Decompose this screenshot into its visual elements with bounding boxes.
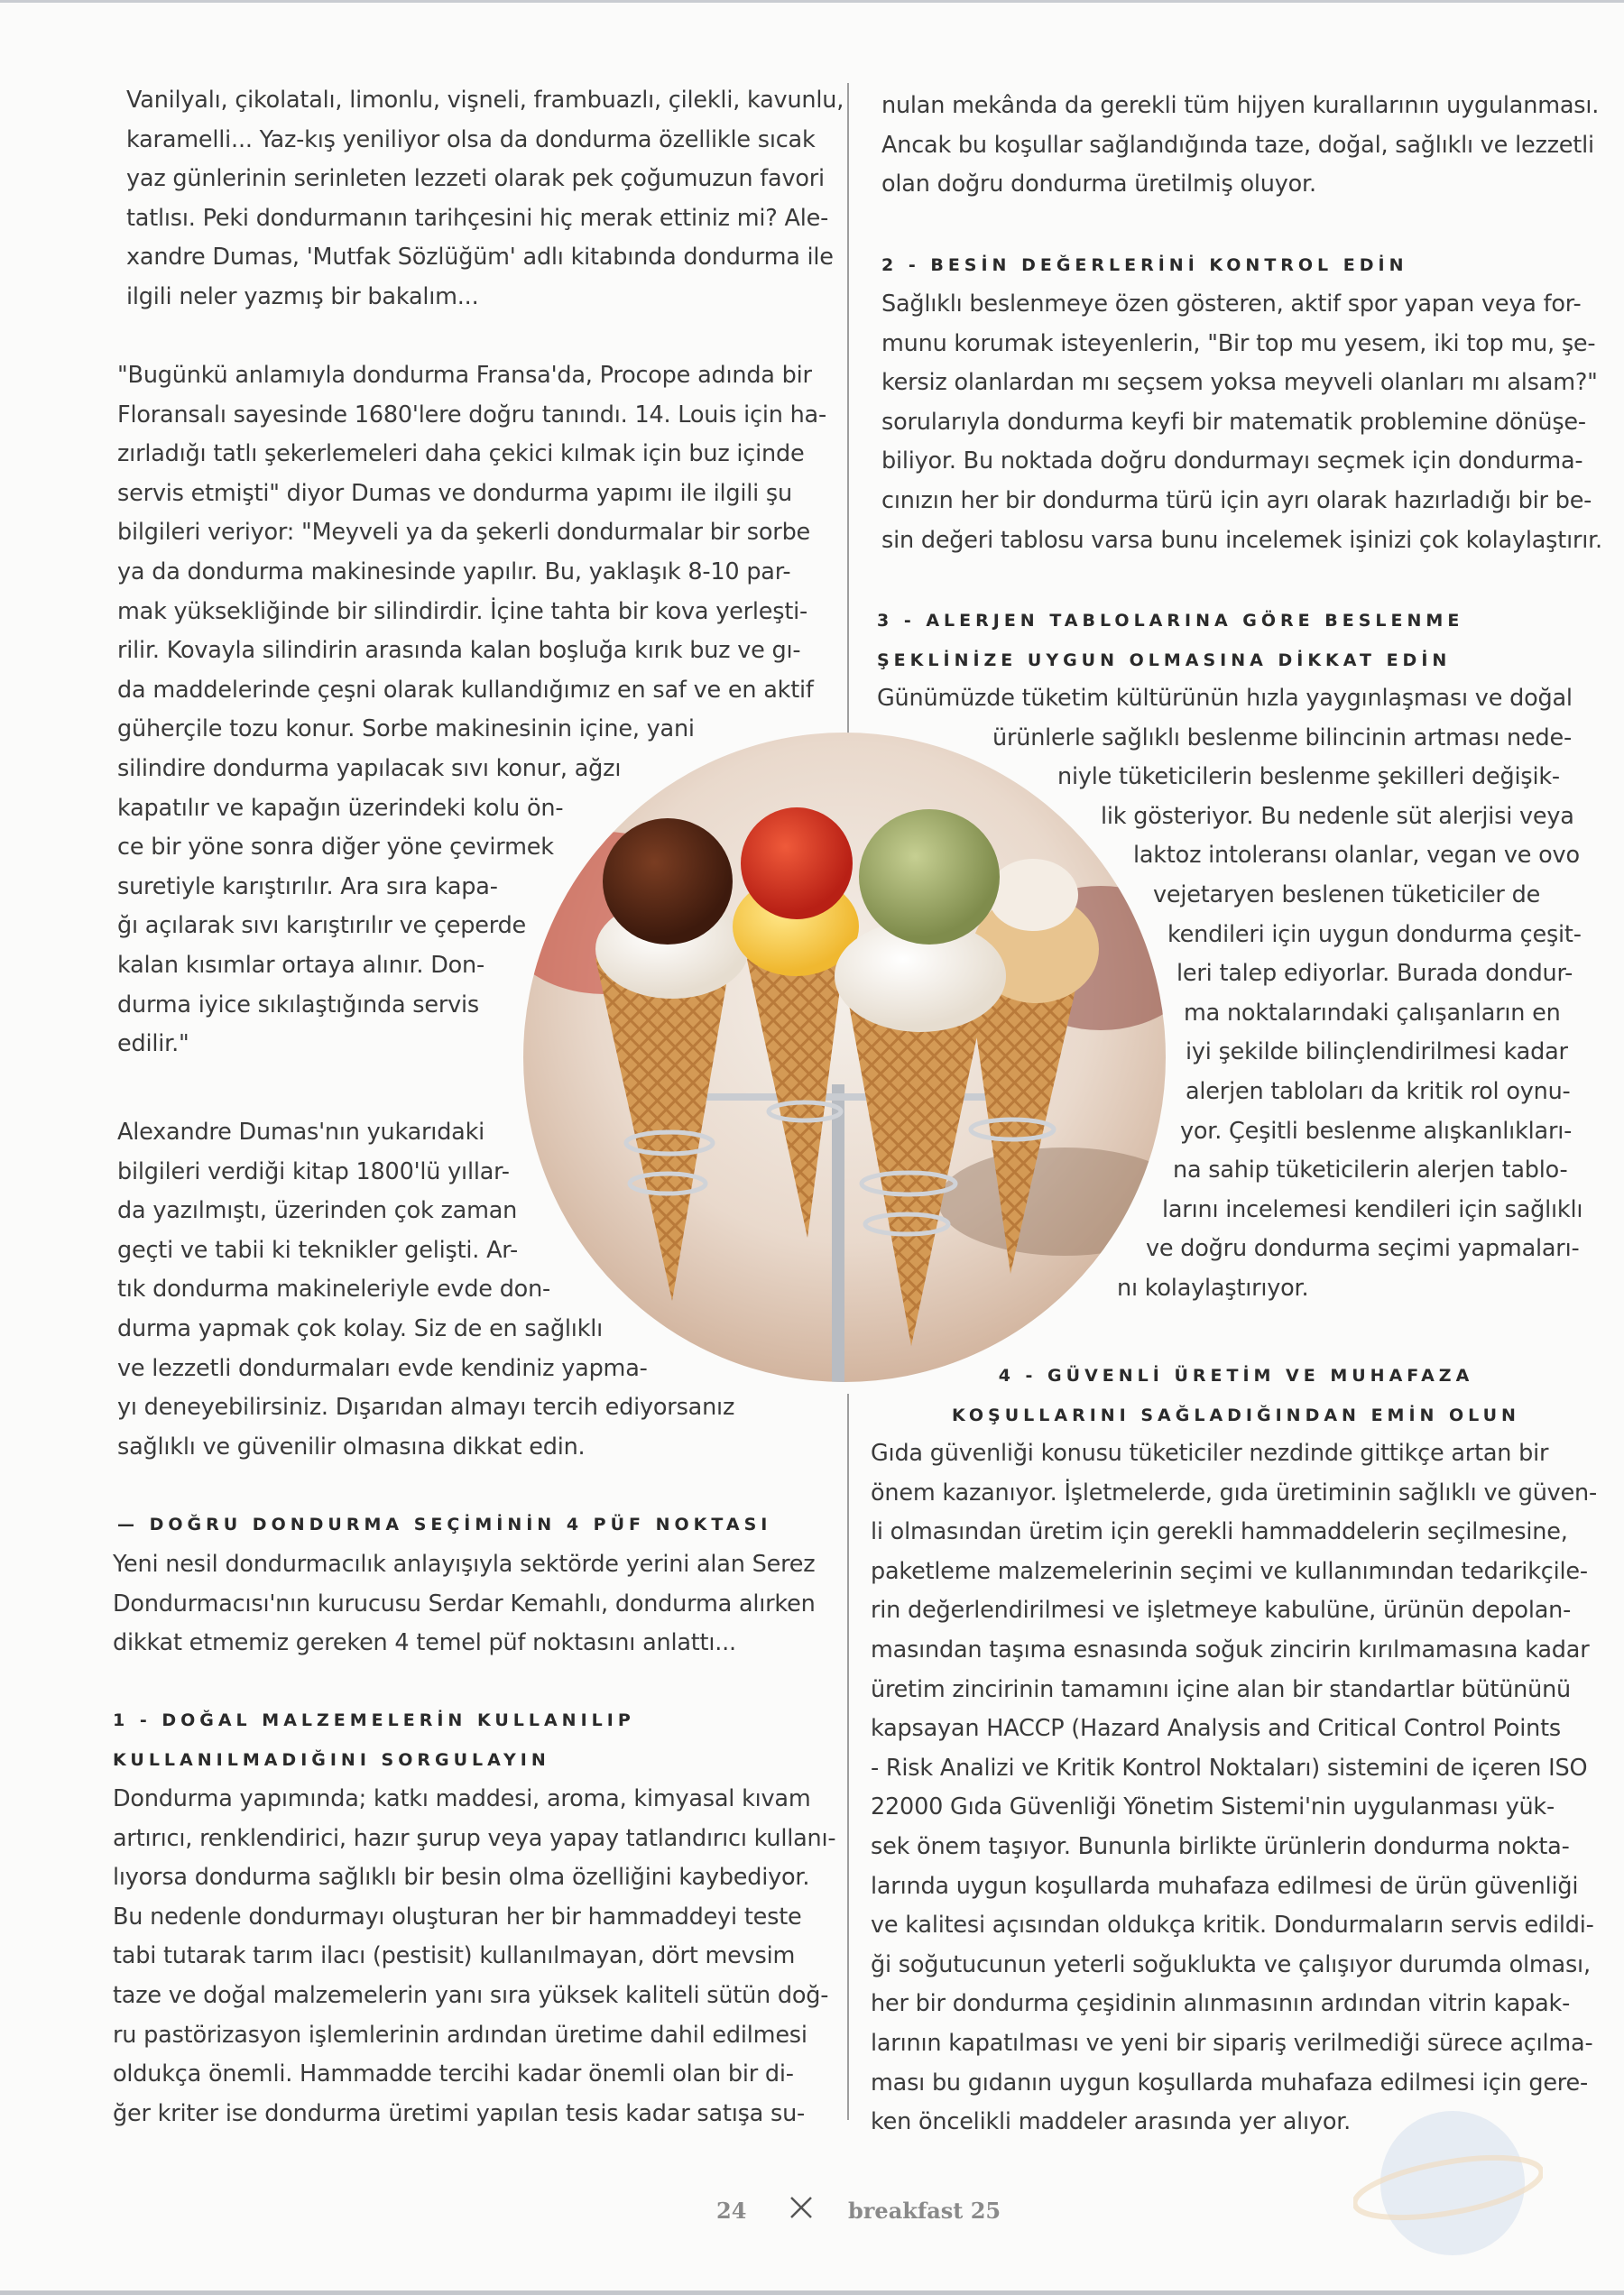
paragraph [881,87,1600,205]
text-line: rilir. Kovayla silindirin arasında kalan boşluğa kırık buz ve gı- [117,637,801,665]
text-line: Sağlıklı beslenmeye özen gösteren, aktif spor yapan veya for- [881,290,1582,318]
text-line: biliyor. Bu noktada doğru dondurmayı seçmek için dondurma- [881,447,1583,475]
text-line: bilgileri verdiği kitap 1800'lü yıllar- [117,1157,510,1185]
text-line: lıyorsa dondurma sağlıklı bir besin olma özelliğini kaybediyor. [113,1864,810,1892]
paragraph [881,285,1602,560]
text-line: sin değeri tablosu varsa bunu incelemek işinizi çok kolaylaştırır. [881,526,1602,554]
text-line: oldukça önemli. Hammadde tercihi kadar önemli olan bir di- [113,2060,794,2088]
text-line: laktoz intoleransı olanlar, vegan ve ovo [1133,842,1580,870]
text-line: rin değerlendirilmesi ve işletmeye kabulüne, ürünün depolan- [871,1597,1572,1625]
text-line: da yazılmıştı, üzerinden çok zaman [117,1197,518,1225]
text-line: cınızın her bir dondurma türü için ayrı olarak hazırladığı bir be- [881,486,1592,514]
tip2-body [881,285,1602,560]
bottom-border [0,2290,1624,2295]
text-line: ve doğru dondurma seçimi yapmaları- [1146,1235,1580,1263]
text-line: niyle tüketicilerin beslenme şekilleri değişik- [1057,763,1560,791]
column-divider [847,83,849,796]
tip4-heading [920,1356,1552,1435]
text-line: 22000 Gıda Güvenliği Yönetim Sistemi'nin uygulanması yük- [871,1793,1555,1821]
text-line: yı deneyebilirsiniz. Dışarıdan almayı tercih ediyorsanız [117,1394,735,1422]
text-line: Vanilyalı, çikolatalı, limonlu, vişneli, frambuazlı, çilekli, kavunlu, [126,87,844,114]
section-heading: — DOĞRU DONDURMA SEÇİMİNİN 4 PÜF NOKTASI [117,1515,772,1535]
text-line: artırıcı, renklendirici, hazır şurup veya yapay tatlandırıcı kullanı- [113,1824,836,1852]
text-line: ğer kriter ise dondurma üretimi yapılan tesis kadar satışa su- [113,2099,806,2127]
text-line: Dondurma yapımında; katkı maddesi, aroma, kimyasal kıvam [113,1785,811,1812]
text-line: yor. Çeşitli beslenme alışkanlıkları- [1180,1117,1573,1145]
text-line: Yeni nesil dondurmacılık anlayışıyla sektörde yerini alan Serez [113,1551,816,1578]
text-line: bilgileri veriyor: "Meyveli ya da şekerli dondurmalar bir sorbe [117,519,811,547]
tip2-heading-block [881,245,1603,285]
text-line: geçti ve tabii ki teknikler gelişti. Ar- [117,1236,518,1264]
text-line: ru pastörizasyon işlemlerinin ardından üretime dahil edilmesi [113,2021,807,2049]
tip1-heading-line: KULLANILMADIĞINI SORGULAYIN [113,1750,550,1770]
text-line: ce bir yöne sonra diğer yöne çevirmek [117,834,554,862]
text-line: li olmasından üretim için gerekli hammaddelerin seçilmesine, [871,1518,1568,1546]
text-line: olan doğru dondurma üretilmiş oluyor. [881,171,1316,198]
text-line: paketleme malzemelerinin seçimi ve kullanımından tedarikçile- [871,1557,1588,1585]
section-intro-paragraph [113,1545,821,1664]
column-divider [847,1394,849,2120]
text-line: ği soğutucunun yeterli soğuklukta ve çalışıyor durumda olması, [871,1950,1591,1978]
section-heading-block [117,1505,839,1544]
text-line: na sahip tüketicilerin alerjen tablo- [1173,1157,1568,1184]
paragraph [871,1434,1598,2143]
text-line: durma yapmak çok kolay. Siz de en sağlıklı [117,1314,604,1342]
text-line: larında uygun koşullarda muhafaza edilmesi de ürün güvenliği [871,1872,1579,1900]
text-line: tık dondurma makineleriyle evde don- [117,1276,551,1304]
text-line: munu korumak isteyenlerin, "Bir top mu yesem, iki top mu, şe- [881,329,1596,357]
text-line: - Risk Analizi ve Kritik Kontrol Noktaları) sistemini de içeren ISO [871,1754,1588,1782]
tip1-heading [113,1701,835,1780]
text-line: mak yüksekliğinde bir silindirdir. İçine tahta bir kova yerleşti- [117,597,808,625]
text-line: iyi şekilde bilinçlendirilmesi kadar [1186,1038,1568,1066]
planet-decoration-icon [1353,2084,1543,2273]
text-line: xandre Dumas, 'Mutfak Sözlüğüm' adlı kitabında dondurma ile [126,244,834,272]
text-line: önem kazanıyor. İşletmelerde, gıda üretiminin sağlıklı ve güven- [871,1479,1598,1507]
text-line: Ancak bu koşullar sağlandığında taze, doğal, sağlıklı ve lezzetli [881,131,1594,159]
text-line: silindire dondurma yapılacak sıvı konur, ağzı [117,754,622,782]
text-line: sek önem taşıyor. Bununla birlikte ürünlerin dondurma nokta- [871,1832,1570,1860]
text-line: Günümüzde tüketim kültürünün hızla yaygınlaşması ve doğal [877,685,1573,712]
text-line: "Bugünkü anlamıyla dondurma Fransa'da, Procope adında bir [117,362,812,389]
text-line: ve kalitesi açısından oldukça kritik. Dondurmaların servis edildi- [871,1912,1594,1940]
text-line: nı kolaylaştırıyor. [1117,1274,1309,1302]
text-line: leri talep ediyorlar. Burada dondur- [1176,960,1573,988]
text-line: larını incelemesi kendileri için sağlıklı [1162,1195,1583,1223]
text-line: güherçile tozu konur. Sorbe makinesinin içine, yani [117,715,695,743]
text-line: kalan kısımlar ortaya alınır. Don- [117,951,485,979]
text-line: larının kapatılması ve yeni bir sipariş verilmediği sürece açılma- [871,2029,1593,2057]
text-line: lik gösteriyor. Bu nedenle süt alerjisi veya [1101,802,1574,830]
brand-name: breakfast 25 [848,2198,1001,2224]
x-icon [788,2194,815,2221]
text-line: kapsayan HACCP (Hazard Analysis and Critical Control Points [871,1715,1562,1743]
text-line: masından taşıma esnasında soğuk zincirin kırılmamasına kadar [871,1636,1590,1664]
text-line: vejetaryen beslenen tüketiciler de [1153,880,1541,908]
paragraph [113,1545,821,1664]
text-line: her bir dondurma çeşidinin alınmasının ardından vitrin kapak- [871,1990,1571,2018]
text-line: ken öncelikli maddeler arasında yer alıyor. [871,2108,1352,2136]
text-line: ma noktalarındaki çalışanların en [1184,999,1561,1027]
tip4-body [871,1434,1598,2143]
text-line: Dondurmacısı'nın kurucusu Serdar Kemahlı, dondurma alırken [113,1590,816,1618]
text-line: suretiyle karıştırılır. Ara sıra kapa- [117,872,498,900]
text-line: sorularıyla dondurma keyfi bir matematik problemine dönüşe- [881,408,1586,436]
text-line: üretim zincirinin tamamını içine alan bir standartlar bütününü [871,1675,1572,1703]
text-line: durma iyice sıkılaştığında servis [117,991,480,1018]
tip4-heading-line: KOŞULLARINI SAĞLADIĞINDAN EMİN OLUN [952,1406,1520,1425]
text-line: servis etmişti" diyor Dumas ve dondurma yapımı ile ilgili şu [117,479,792,507]
text-line: ması bu gıdanın uygun koşullarda muhafaza edilmesi için gere- [871,2069,1589,2097]
paragraph [113,1780,836,2134]
top-border [0,0,1624,3]
paragraph [126,81,844,318]
continuation-paragraph [881,87,1600,205]
text-line: yaz günlerinin serinleten lezzeti olarak pek çoğumuzun favori [126,165,825,193]
text-line: edilir." [117,1030,189,1058]
text-line: kapatılır ve kapağın üzerindeki kolu ön- [117,794,564,822]
text-line: ve lezzetli dondurmaları evde kendiniz yapma- [117,1354,648,1382]
text-line: karamelli... Yaz-kış yeniliyor olsa da dondurma özellikle sıcak [126,125,816,153]
intro-paragraph [126,81,844,318]
tip1-heading-line: 1 - DOĞAL MALZEMELERİN KULLANILIP [113,1710,635,1730]
tip2-heading: 2 - BESİN DEĞERLERİNİ KONTROL EDİN [881,255,1408,275]
text-line: Bu nedenle dondurmayı oluşturan her bir hammaddeyi teste [113,1903,802,1931]
page-number: 24 [716,2198,747,2224]
text-line: ilgili neler yazmış bir bakalım... [126,282,479,310]
text-line: zırladığı tatlı şekerlemeleri daha çekici kılmak için buz içinde [117,440,805,468]
tip3-heading [877,601,1599,680]
text-line: dikkat etmemiz gereken 4 temel püf noktasını anlattı... [113,1629,736,1657]
text-line: tabi tutarak tarım ilacı (pestisit) kullanılmayan, dört mevsim [113,1942,796,1970]
tip4-heading-line: 4 - GÜVENLİ ÜRETİM VE MUHAFAZA [998,1366,1474,1386]
text-line: Floransalı sayesinde 1680'lere doğru tanındı. 14. Louis için ha- [117,401,826,429]
text-line: ya da dondurma makinesinde yapılır. Bu, yaklaşık 8-10 par- [117,558,791,585]
text-line: Alexandre Dumas'nın yukarıdaki [117,1119,485,1146]
text-line: tatlısı. Peki dondurmanın tarihçesini hiç merak ettiniz mi? Ale- [126,204,829,232]
text-line: da maddelerinde çeşni olarak kullandığımız en saf ve en aktif [117,676,814,704]
text-line: alerjen tabloları da kritik rol oynu- [1186,1077,1571,1105]
text-line: sağlıklı ve güvenilir olmasına dikkat edin. [117,1433,586,1461]
text-line: kendileri için uygun dondurma çeşit- [1167,920,1582,948]
tip3-heading-line: ŞEKLİNİZE UYGUN OLMASINA DİKKAT EDİN [877,650,1452,670]
tip3-heading-line: 3 - ALERJEN TABLOLARINA GÖRE BESLENME [877,611,1464,631]
text-line: taze ve doğal malzemelerin yanı sıra yüksek kaliteli sütün doğ- [113,1981,829,2009]
ice-cream-cones-photo [523,733,1166,1382]
text-line: ürünlerle sağlıklı beslenme bilincinin artması nede- [992,724,1572,751]
text-line: Gıda güvenliği konusu tüketiciler nezdinde gittikçe artan bir [871,1440,1549,1467]
page-footer [0,2192,1624,2228]
text-line: ğı açılarak sıvı karıştırılır ve çeperde [117,912,527,940]
text-line: nulan mekânda da gerekli tüm hijyen kurallarının uygulanması. [881,92,1600,119]
tip1-body [113,1780,836,2134]
text-line: kersiz olanlardan mı seçsem yoksa meyveli olanları mı alsam?" [881,369,1598,397]
